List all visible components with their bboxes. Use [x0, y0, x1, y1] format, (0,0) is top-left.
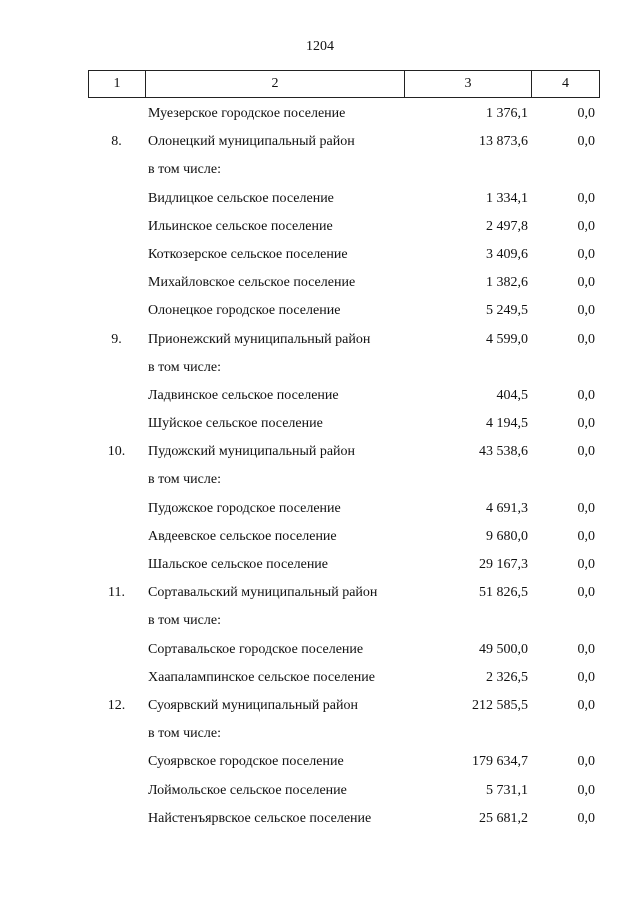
row-name: Шальское сельское поселение [148, 557, 329, 572]
table-row [88, 213, 599, 241]
row-value: 1 334,1 [486, 190, 528, 206]
row-name: в том числе: [148, 359, 221, 375]
row-value: 29 167,3 [479, 557, 528, 572]
row-value: 25 681,2 [479, 810, 528, 826]
row-share: 0,0 [577, 782, 595, 798]
table-row [88, 382, 599, 410]
row-name: Пудожский муниципальный район [148, 444, 356, 460]
row-number: 10. [107, 444, 126, 460]
row-number: 12. [107, 697, 126, 713]
row-value: 43 538,6 [479, 444, 528, 460]
table-row [88, 128, 599, 156]
table-row [88, 100, 599, 128]
row-share: 0,0 [577, 810, 595, 826]
row-value: 404,5 [496, 387, 528, 403]
row-share: 0,0 [577, 246, 595, 262]
row-name: Олонецкое городское поселение [148, 303, 341, 319]
row-share: 0,0 [577, 387, 595, 403]
row-name: Суоярвский муниципальный район [148, 697, 358, 713]
row-value: 13 873,6 [479, 134, 528, 150]
row-number: 8. [111, 134, 122, 150]
row-share: 0,0 [577, 218, 595, 234]
row-name: Суоярвское городское поселение [148, 754, 344, 770]
row-share: 0,0 [577, 557, 595, 572]
table-row [88, 241, 599, 269]
table-row [88, 523, 599, 551]
row-name: в том числе: [148, 726, 221, 742]
row-value: 49 500,0 [479, 641, 528, 657]
row-value: 51 826,5 [479, 585, 528, 601]
row-value: 1 382,6 [486, 275, 528, 291]
row-name: Олонецкий муниципальный район [148, 134, 355, 150]
table-row [88, 410, 599, 438]
row-share: 0,0 [577, 416, 595, 432]
table-row [88, 692, 599, 720]
column-header-2: 2 [146, 71, 405, 98]
row-value: 4 194,5 [486, 416, 528, 432]
row-name: Ильинское сельское поселение [148, 218, 333, 234]
row-share: 0,0 [577, 106, 595, 121]
row-share: 0,0 [577, 754, 595, 770]
row-name: Коткозерское сельское поселение [148, 246, 348, 262]
row-name: Авдеевское сельское поселение [148, 528, 337, 544]
row-share: 0,0 [577, 444, 595, 460]
row-name: в том числе: [148, 613, 221, 629]
row-share: 0,0 [577, 303, 595, 319]
row-share: 0,0 [577, 641, 595, 657]
table-row [88, 607, 599, 635]
table-row [88, 748, 599, 776]
table-row [88, 579, 599, 607]
column-header-4: 4 [532, 71, 600, 98]
row-name: Ладвинское сельское поселение [148, 387, 339, 403]
row-name: Михайловское сельское поселение [148, 275, 356, 291]
row-name: Пудожское городское поселение [148, 500, 341, 516]
row-share: 0,0 [577, 275, 595, 291]
table-row [88, 720, 599, 748]
table-row [88, 777, 599, 805]
row-share: 0,0 [577, 697, 595, 713]
row-value: 4 599,0 [486, 331, 528, 347]
row-value: 212 585,5 [472, 697, 528, 713]
row-share: 0,0 [577, 190, 595, 206]
row-number: 9. [111, 331, 122, 347]
table-row [88, 664, 599, 692]
row-name: Лоймольское сельское поселение [148, 782, 347, 798]
row-share: 0,0 [577, 500, 595, 516]
row-name: в том числе: [148, 162, 221, 178]
row-value: 4 691,3 [486, 500, 528, 516]
column-header-table [88, 70, 600, 98]
row-value: 5 249,5 [486, 303, 528, 319]
row-name: Сортавальское городское поселение [148, 641, 364, 657]
row-share: 0,0 [577, 669, 595, 685]
column-header-row [89, 71, 600, 98]
table-row [88, 438, 599, 466]
table-row [88, 495, 599, 523]
table-row [88, 551, 599, 579]
row-name: Видлицкое сельское поселение [148, 190, 334, 206]
table-row [88, 297, 599, 325]
row-share: 0,0 [577, 134, 595, 150]
row-name: Найстенъярвское сельское поселение [148, 810, 372, 826]
row-value: 2 326,5 [486, 669, 528, 685]
table-row [88, 354, 599, 382]
table-row [88, 636, 599, 664]
row-value: 3 409,6 [486, 246, 528, 262]
row-name: Сортавальский муниципальный район [148, 585, 378, 601]
row-value: 179 634,7 [472, 754, 528, 770]
row-value: 9 680,0 [486, 528, 528, 544]
row-name: Прионежский муниципальный район [148, 331, 371, 347]
table-body [88, 100, 599, 833]
row-number: 11. [108, 585, 125, 601]
row-share: 0,0 [577, 528, 595, 544]
column-header-3: 3 [405, 71, 532, 98]
table-row [88, 466, 599, 494]
row-value: 2 497,8 [486, 218, 528, 234]
table-row [88, 326, 599, 354]
row-share: 0,0 [577, 331, 595, 347]
row-share: 0,0 [577, 585, 595, 601]
row-value: 1 376,1 [486, 106, 528, 121]
column-header-1: 1 [89, 71, 146, 98]
row-value: 5 731,1 [486, 782, 528, 798]
row-name: Шуйское сельское поселение [148, 416, 323, 432]
table-row [88, 156, 599, 184]
row-name: Хаапалампинское сельское поселение [148, 669, 375, 685]
table-row [88, 805, 599, 833]
table-row [88, 185, 599, 213]
table-row [88, 269, 599, 297]
row-name: Муезерское городское поселение [148, 106, 346, 121]
page-number: 1204 [306, 39, 334, 54]
row-name: в том числе: [148, 472, 221, 488]
